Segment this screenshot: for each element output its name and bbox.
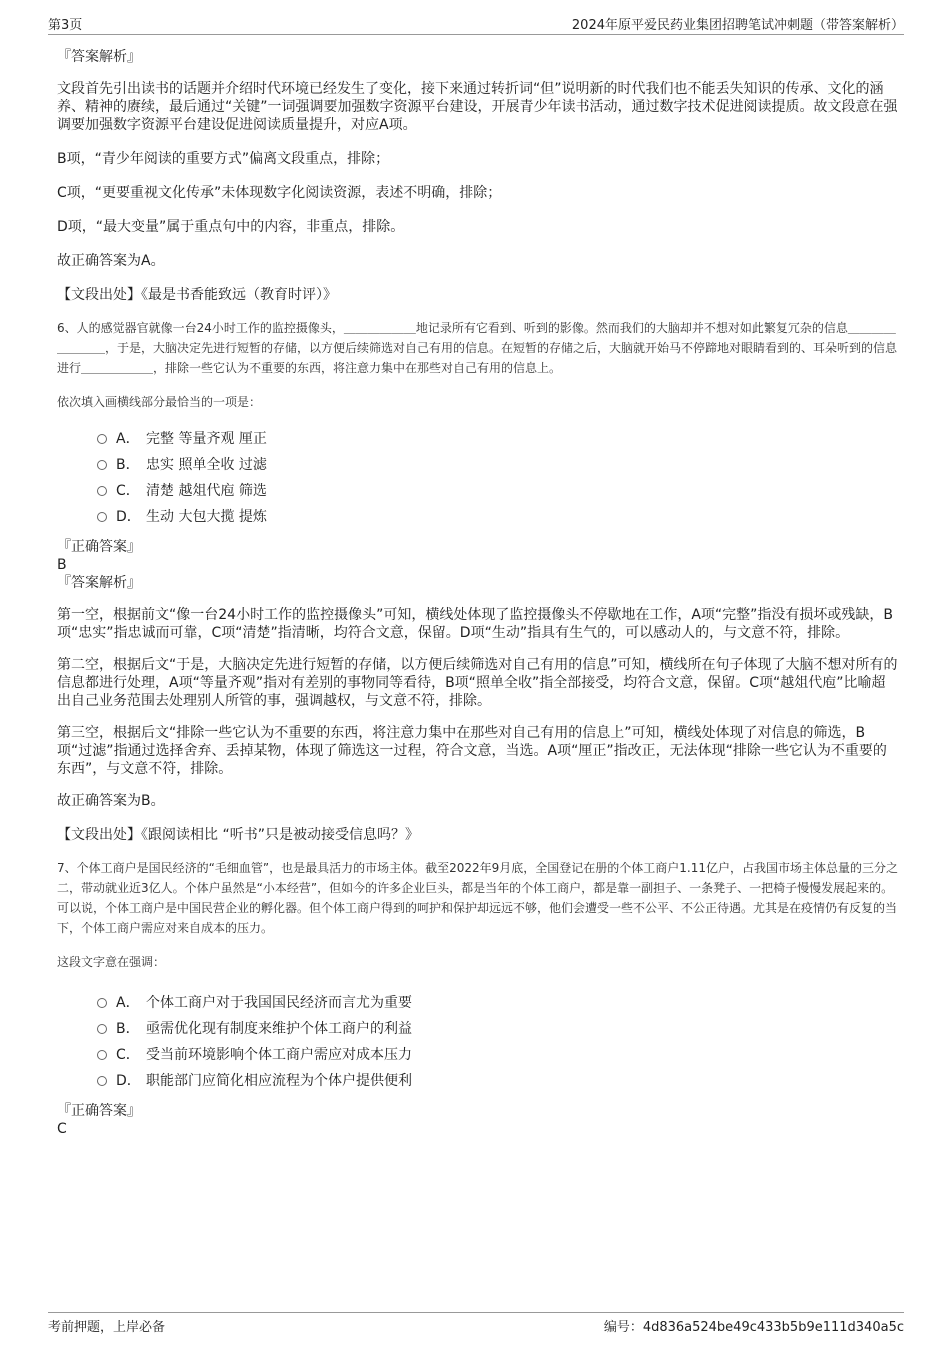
radio-icon[interactable] (97, 486, 107, 496)
radio-icon[interactable] (97, 434, 107, 444)
option-b[interactable]: B． 亟需优化现有制度来维护个体工商户的利益 (97, 1016, 899, 1042)
correct-answer: C (57, 1121, 67, 1137)
radio-icon[interactable] (97, 1050, 107, 1060)
correct-answer-label: 『正确答案』 (57, 1103, 141, 1119)
option-d[interactable]: D． 生动 大包大揽 提炼 (97, 504, 899, 530)
analysis-paragraph: D项，“最大变量”属于重点句中的内容，非重点，排除。 (57, 219, 405, 235)
document-id: 编号：4d836a524be49c433b5b9e111d340a5c (603, 1320, 904, 1335)
option-a[interactable]: A． 个体工商户对于我国国民经济而言尤为重要 (97, 990, 899, 1016)
conclusion: 故正确答案为A。 (57, 253, 165, 269)
page-header (48, 14, 904, 35)
question-6-text: 6、人的感觉器官就像一台24小时工作的监控摄像头，＿＿＿＿＿＿地记录所有它看到、听到的影像。然而我们的大脑却并不想对如此繁复冗杂的信息＿＿＿＿＿＿＿＿，于是，大脑决定先进行短暂的存储，以方便后续筛选对自己有用的信息。在短暂的存储之后，大脑就开始马不停蹄地对眼睛看到的、耳朵听到的信息进行＿＿＿＿＿＿，排除一些它认为不重要的东西，将注意力集中在那些对自己有用的信息上。 (57, 321, 898, 375)
analysis-label: 『答案解析』 (57, 49, 141, 65)
conclusion: 故正确答案为B。 (57, 793, 165, 809)
radio-icon[interactable] (97, 460, 107, 470)
radio-icon[interactable] (97, 1076, 107, 1086)
radio-icon[interactable] (97, 1024, 107, 1034)
question-7-text: 7、个体工商户是国民经济的“毛细血管”，也是最具活力的市场主体。截至2022年9月底，全国登记在册的个体工商户1.11亿户，占我国市场主体总量的三分之二，带动就业近3亿人。个体户虽然是“小本经营”，但如今的许多企业巨头，都是当年的个体工商户，都是靠一副担子、一条凳子、一把椅子慢慢发展起来的。可以说，个体工商户是中国民营企业的孵化器。但个体工商户得到的呵护和保护却远远不够，他们会遭受一些不公平、不公正待遇。尤其是在疫情仍有反复的当下，个体工商户需应对来自成本的压力。 (57, 861, 898, 935)
option-c[interactable]: C． 受当前环境影响个体工商户需应对成本压力 (97, 1042, 899, 1068)
analysis-paragraph: 第一空，根据前文“像一台24小时工作的监控摄像头”可知，横线处体现了监控摄像头不停歇地在工作，A项“完整”指没有损坏或残缺，B项“忠实”指忠诚而可靠，C项“清楚”指清晰，均符合文意，保留。D项“生动”指具有生气的，可以感动人的，与文意不符，排除。 (57, 607, 894, 641)
option-a[interactable]: A． 完整 等量齐观 厘正 (97, 426, 899, 452)
radio-icon[interactable] (97, 998, 107, 1008)
analysis-paragraph: C项，“更要重视文化传承”未体现数字化阅读资源，表述不明确，排除； (57, 185, 502, 201)
option-c[interactable]: C． 清楚 越俎代庖 筛选 (97, 478, 899, 504)
analysis-paragraph: 第三空，根据后文“排除一些它认为不重要的东西，将注意力集中在那些对自己有用的信息上”可知，横线处体现了对信息的筛选，B项“过滤”指通过选择舍弃、丢掉某物，体现了筛选这一过程，符合文意，当选。A项“厘正”指改正，无法体现“排除一些它认为不重要的东西”，与文意不符，排除。 (57, 725, 887, 777)
page-footer (48, 1312, 904, 1335)
page-content (57, 48, 899, 1138)
page-number: 第3页 (48, 18, 83, 33)
correct-answer: B (57, 557, 67, 573)
analysis-paragraph: 文段首先引出读书的话题并介绍时代环境已经发生了变化，接下来通过转折词“但”说明新的时代我们也不能丢失知识的传承、文化的涵养、精神的赓续，最后通过“关键”一词强调要加强数字资源平台建设，开展青少年读书活动，通过数字技术促进阅读提质。故文段意在强调要加强数字资源平台建设促进阅读质量提升，对应A项。 (57, 81, 898, 133)
question-7-options (97, 990, 899, 1094)
document-title: 2024年原平爱民药业集团招聘笔试冲刺题（带答案解析） (571, 18, 904, 33)
source-citation: 【文段出处】《跟阅读相比 “听书”只是被动接受信息吗？》 (57, 827, 419, 843)
analysis-paragraph: B项，“青少年阅读的重要方式”偏离文段重点，排除； (57, 151, 390, 167)
analysis-paragraph: 第二空，根据后文“于是，大脑决定先进行短暂的存储，以方便后续筛选对自己有用的信息”可知，横线所在句子体现了大脑不想对所有的信息都进行处理，A项“等量齐观”指对有差别的事物同等看待，B项“照单全收”指全部接受，均符合文意，保留。C项“越俎代庖”比喻超出自己业务范围去处理别人所管的事，强调越权，与文意不符，排除。 (57, 657, 898, 709)
question-7-prompt: 这段文字意在强调： (57, 955, 166, 969)
question-6-options (97, 426, 899, 530)
option-d[interactable]: D． 职能部门应简化相应流程为个体户提供便利 (97, 1068, 899, 1094)
radio-icon[interactable] (97, 512, 107, 522)
source-citation: 【文段出处】《最是书香能致远（教育时评）》 (57, 287, 337, 303)
question-6-prompt: 依次填入画横线部分最恰当的一项是： (57, 395, 262, 409)
footer-slogan: 考前押题，上岸必备 (48, 1320, 166, 1335)
option-b[interactable]: B． 忠实 照单全收 过滤 (97, 452, 899, 478)
correct-answer-label: 『正确答案』 (57, 539, 141, 555)
analysis-label: 『答案解析』 (57, 575, 141, 591)
